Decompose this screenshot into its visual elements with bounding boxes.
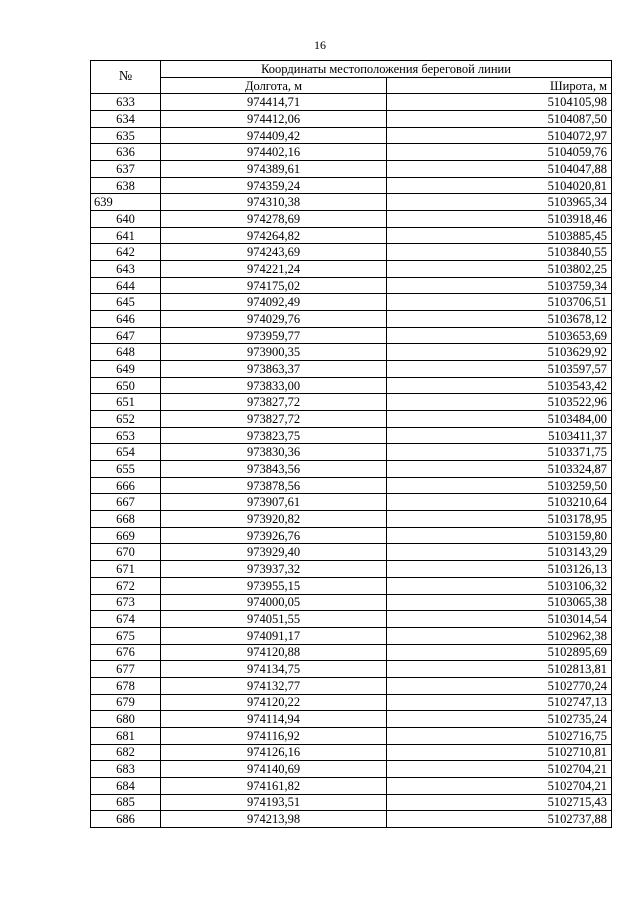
cell-number: 681 (91, 727, 161, 744)
cell-longitude: 974126,16 (161, 744, 387, 761)
cell-number: 645 (91, 294, 161, 311)
cell-number: 647 (91, 327, 161, 344)
cell-number: 650 (91, 377, 161, 394)
header-number: № (91, 61, 161, 94)
cell-latitude: 5103597,57 (387, 361, 612, 378)
cell-number: 678 (91, 677, 161, 694)
cell-latitude: 5103629,92 (387, 344, 612, 361)
header-coordinates: Координаты местоположения береговой линии (161, 61, 612, 78)
table-row (91, 561, 612, 578)
cell-latitude: 5103802,25 (387, 261, 612, 278)
table-row (91, 361, 612, 378)
table-row (91, 494, 612, 511)
table-row (91, 127, 612, 144)
table-row (91, 427, 612, 444)
table-row (91, 511, 612, 528)
cell-number: 675 (91, 627, 161, 644)
table-header (91, 61, 612, 94)
coordinates-table (90, 60, 612, 828)
cell-longitude: 973900,35 (161, 344, 387, 361)
cell-latitude: 5103324,87 (387, 461, 612, 478)
table-row (91, 694, 612, 711)
cell-latitude: 5103065,38 (387, 594, 612, 611)
table-row (91, 644, 612, 661)
table-row (91, 727, 612, 744)
cell-latitude: 5104087,50 (387, 111, 612, 128)
cell-latitude: 5102737,88 (387, 811, 612, 828)
cell-longitude: 974091,17 (161, 627, 387, 644)
cell-latitude: 5103259,50 (387, 477, 612, 494)
cell-longitude: 974409,42 (161, 127, 387, 144)
cell-latitude: 5103159,80 (387, 527, 612, 544)
cell-longitude: 974132,77 (161, 677, 387, 694)
cell-longitude: 974140,69 (161, 761, 387, 778)
table-row (91, 144, 612, 161)
cell-longitude: 973827,72 (161, 411, 387, 428)
cell-latitude: 5103965,34 (387, 194, 612, 211)
cell-number: 641 (91, 227, 161, 244)
cell-number: 636 (91, 144, 161, 161)
cell-longitude: 974414,71 (161, 94, 387, 111)
cell-number: 643 (91, 261, 161, 278)
cell-longitude: 974092,49 (161, 294, 387, 311)
cell-latitude: 5103678,12 (387, 311, 612, 328)
cell-latitude: 5102813,81 (387, 661, 612, 678)
cell-latitude: 5103840,55 (387, 244, 612, 261)
cell-longitude: 974051,55 (161, 611, 387, 628)
table-row (91, 94, 612, 111)
table-row (91, 794, 612, 811)
cell-number: 685 (91, 794, 161, 811)
cell-longitude: 974402,16 (161, 144, 387, 161)
cell-latitude: 5103918,46 (387, 211, 612, 228)
cell-number: 644 (91, 277, 161, 294)
cell-number: 654 (91, 444, 161, 461)
cell-number: 668 (91, 511, 161, 528)
table-row (91, 344, 612, 361)
cell-number: 637 (91, 161, 161, 178)
table-row (91, 444, 612, 461)
cell-latitude: 5103106,32 (387, 577, 612, 594)
table-row (91, 377, 612, 394)
cell-latitude: 5104047,88 (387, 161, 612, 178)
cell-longitude: 973929,40 (161, 544, 387, 561)
cell-longitude: 973843,56 (161, 461, 387, 478)
cell-longitude: 974120,88 (161, 644, 387, 661)
cell-longitude: 974359,24 (161, 177, 387, 194)
cell-latitude: 5103522,96 (387, 394, 612, 411)
cell-longitude: 974310,38 (161, 194, 387, 211)
cell-number: 652 (91, 411, 161, 428)
cell-latitude: 5102710,81 (387, 744, 612, 761)
cell-latitude: 5102704,21 (387, 777, 612, 794)
cell-number: 677 (91, 661, 161, 678)
cell-latitude: 5102704,21 (387, 761, 612, 778)
cell-number: 683 (91, 761, 161, 778)
cell-number: 640 (91, 211, 161, 228)
cell-latitude: 5104105,98 (387, 94, 612, 111)
cell-latitude: 5103484,00 (387, 411, 612, 428)
cell-latitude: 5103371,75 (387, 444, 612, 461)
table-row (91, 394, 612, 411)
table-row (91, 761, 612, 778)
table-row (91, 311, 612, 328)
cell-number: 669 (91, 527, 161, 544)
cell-number: 638 (91, 177, 161, 194)
table-row (91, 811, 612, 828)
table-row (91, 627, 612, 644)
cell-number: 684 (91, 777, 161, 794)
cell-latitude: 5103411,37 (387, 427, 612, 444)
cell-longitude: 973907,61 (161, 494, 387, 511)
cell-latitude: 5102747,13 (387, 694, 612, 711)
cell-number: 679 (91, 694, 161, 711)
cell-longitude: 974134,75 (161, 661, 387, 678)
table-row (91, 277, 612, 294)
table-row (91, 611, 612, 628)
cell-longitude: 974193,51 (161, 794, 387, 811)
cell-latitude: 5103706,51 (387, 294, 612, 311)
table-row (91, 211, 612, 228)
table-row (91, 111, 612, 128)
cell-latitude: 5104020,81 (387, 177, 612, 194)
table-row (91, 661, 612, 678)
cell-number: 680 (91, 711, 161, 728)
cell-latitude: 5104059,76 (387, 144, 612, 161)
cell-latitude: 5103014,54 (387, 611, 612, 628)
table-row (91, 544, 612, 561)
cell-longitude: 974412,06 (161, 111, 387, 128)
header-longitude: Долгота, м (161, 77, 387, 94)
cell-longitude: 974116,92 (161, 727, 387, 744)
cell-longitude: 973878,56 (161, 477, 387, 494)
table-row (91, 161, 612, 178)
cell-longitude: 974000,05 (161, 594, 387, 611)
cell-number: 670 (91, 544, 161, 561)
cell-number: 673 (91, 594, 161, 611)
cell-longitude: 974221,24 (161, 261, 387, 278)
cell-latitude: 5102716,75 (387, 727, 612, 744)
cell-longitude: 974175,02 (161, 277, 387, 294)
cell-latitude: 5103885,45 (387, 227, 612, 244)
cell-longitude: 973833,00 (161, 377, 387, 394)
cell-longitude: 973920,82 (161, 511, 387, 528)
cell-longitude: 974161,82 (161, 777, 387, 794)
cell-latitude: 5103759,34 (387, 277, 612, 294)
cell-number: 686 (91, 811, 161, 828)
cell-longitude: 974278,69 (161, 211, 387, 228)
cell-longitude: 974120,22 (161, 694, 387, 711)
cell-longitude: 973955,15 (161, 577, 387, 594)
cell-latitude: 5103543,42 (387, 377, 612, 394)
cell-longitude: 973830,36 (161, 444, 387, 461)
cell-longitude: 973823,75 (161, 427, 387, 444)
cell-number: 667 (91, 494, 161, 511)
cell-longitude: 973959,77 (161, 327, 387, 344)
cell-number: 666 (91, 477, 161, 494)
cell-longitude: 974243,69 (161, 244, 387, 261)
cell-latitude: 5104072,97 (387, 127, 612, 144)
header-latitude: Широта, м (387, 77, 612, 94)
cell-longitude: 973937,32 (161, 561, 387, 578)
cell-latitude: 5102735,24 (387, 711, 612, 728)
cell-latitude: 5102962,38 (387, 627, 612, 644)
table-row (91, 677, 612, 694)
table-row (91, 227, 612, 244)
table-row (91, 294, 612, 311)
cell-number: 655 (91, 461, 161, 478)
cell-number: 649 (91, 361, 161, 378)
table-row (91, 244, 612, 261)
cell-latitude: 5103143,29 (387, 544, 612, 561)
cell-longitude: 974213,98 (161, 811, 387, 828)
cell-longitude: 973926,76 (161, 527, 387, 544)
cell-number: 635 (91, 127, 161, 144)
table-row (91, 711, 612, 728)
cell-number: 648 (91, 344, 161, 361)
table-row (91, 327, 612, 344)
cell-number: 651 (91, 394, 161, 411)
table-row (91, 744, 612, 761)
cell-number: 682 (91, 744, 161, 761)
table-body (91, 94, 612, 828)
cell-number: 672 (91, 577, 161, 594)
cell-number: 676 (91, 644, 161, 661)
table-row (91, 577, 612, 594)
cell-latitude: 5103210,64 (387, 494, 612, 511)
table-row (91, 594, 612, 611)
cell-latitude: 5103126,13 (387, 561, 612, 578)
cell-longitude: 974389,61 (161, 161, 387, 178)
table-row (91, 261, 612, 278)
table-row (91, 194, 612, 211)
cell-longitude: 974264,82 (161, 227, 387, 244)
cell-latitude: 5102895,69 (387, 644, 612, 661)
cell-number: 671 (91, 561, 161, 578)
cell-number: 642 (91, 244, 161, 261)
cell-number: 633 (91, 94, 161, 111)
cell-longitude: 973863,37 (161, 361, 387, 378)
cell-latitude: 5102770,24 (387, 677, 612, 694)
cell-longitude: 973827,72 (161, 394, 387, 411)
table-row (91, 177, 612, 194)
cell-latitude: 5102715,43 (387, 794, 612, 811)
table-row (91, 411, 612, 428)
cell-longitude: 974029,76 (161, 311, 387, 328)
table-row (91, 461, 612, 478)
cell-number: 653 (91, 427, 161, 444)
table-row (91, 777, 612, 794)
cell-number: 639 (91, 194, 161, 211)
cell-latitude: 5103178,95 (387, 511, 612, 528)
cell-latitude: 5103653,69 (387, 327, 612, 344)
table-row (91, 527, 612, 544)
cell-number: 674 (91, 611, 161, 628)
cell-longitude: 974114,94 (161, 711, 387, 728)
table-row (91, 477, 612, 494)
page-number: 16 (314, 38, 326, 52)
cell-number: 634 (91, 111, 161, 128)
cell-number: 646 (91, 311, 161, 328)
